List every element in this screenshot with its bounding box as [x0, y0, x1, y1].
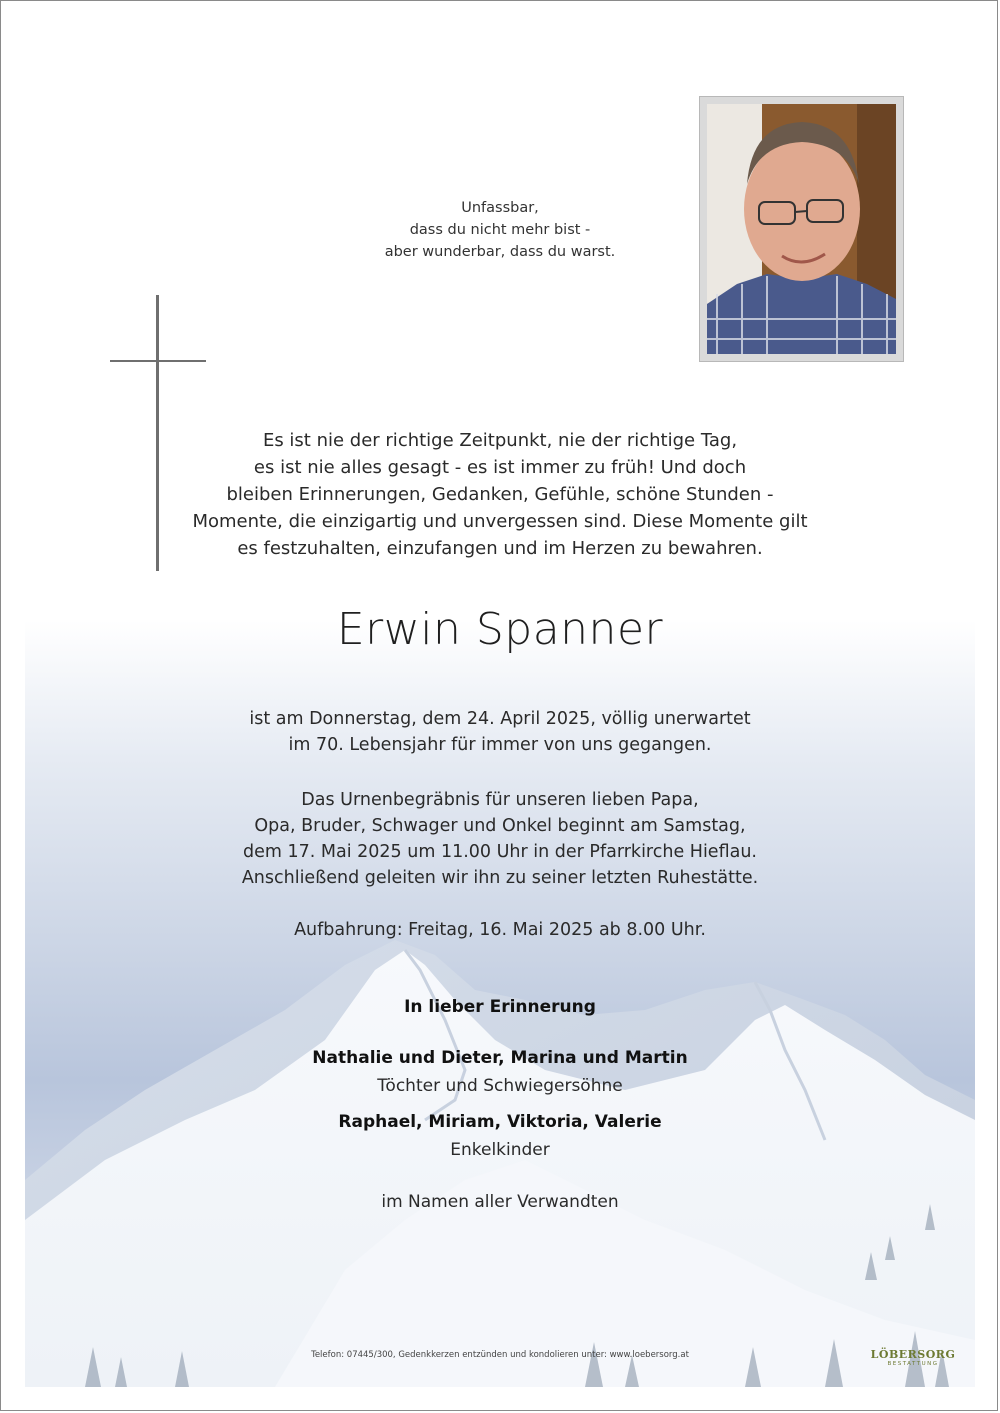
quote-line: Unfassbar, [461, 200, 539, 216]
opening-quote [0, 197, 1000, 263]
poem-line: es festzuhalten, einzufangen und im Herzen zu bewahren. [237, 538, 763, 559]
deceased-name: Erwin Spanner [336, 604, 664, 655]
mourners-heading: In lieber Erinnerung [404, 997, 596, 1017]
quote-line: aber wunderbar, dass du warst. [384, 244, 616, 260]
funeral-line: Anschließend geleiten wir ihn zu seiner letzten Ruhestätte. [241, 868, 759, 888]
funeral-line: Opa, Bruder, Schwager und Onkel beginnt am Samstag, [254, 816, 746, 836]
funeral-line: dem 17. Mai 2025 um 11.00 Uhr in der Pfarrkirche Hieflau. [243, 842, 757, 862]
logo-brand: LÖBERSORG [870, 1348, 956, 1361]
poem-line: bleiben Erinnerungen, Gedanken, Gefühle, schöne Stunden - [226, 484, 774, 505]
funeral-home-logo [866, 1348, 960, 1367]
closing-relatives: im Namen aller Verwandten [381, 1192, 619, 1212]
mourner-role: Töchter und Schwiegersöhne [377, 1076, 623, 1096]
quote-line: dass du nicht mehr bist - [409, 222, 591, 238]
death-notice-line: im 70. Lebensjahr für immer von uns gegangen. [288, 735, 712, 755]
cross-horizontal-bar [110, 360, 206, 362]
logo-subtitle: BESTATTUNG [887, 1361, 939, 1367]
viewing-info: Aufbahrung: Freitag, 16. Mai 2025 ab 8.00 Uhr. [294, 920, 706, 940]
death-notice [0, 706, 1000, 758]
poem-line: Momente, die einzigartig und unvergessen sind. Diese Momente gilt [192, 511, 808, 532]
mourner-names: Raphael, Miriam, Viktoria, Valerie [338, 1112, 662, 1132]
poem-line: es ist nie alles gesagt - es ist immer zu früh! Und doch [253, 457, 747, 478]
death-notice-line: ist am Donnerstag, dem 24. April 2025, völlig unerwartet [249, 709, 751, 729]
poem-line: Es ist nie der richtige Zeitpunkt, nie der richtige Tag, [262, 430, 738, 451]
mourner-role: Enkelkinder [450, 1140, 550, 1160]
funeral-details [0, 787, 1000, 891]
memorial-poem [0, 427, 1000, 562]
funeral-line: Das Urnenbegräbnis für unseren lieben Papa, [301, 790, 699, 810]
footer-contact: Telefon: 07445/300, Gedenkkerzen entzünden und kondolieren unter: www.loebersorg.at [311, 1350, 689, 1360]
mourner-names: Nathalie und Dieter, Marina und Martin [312, 1048, 688, 1068]
